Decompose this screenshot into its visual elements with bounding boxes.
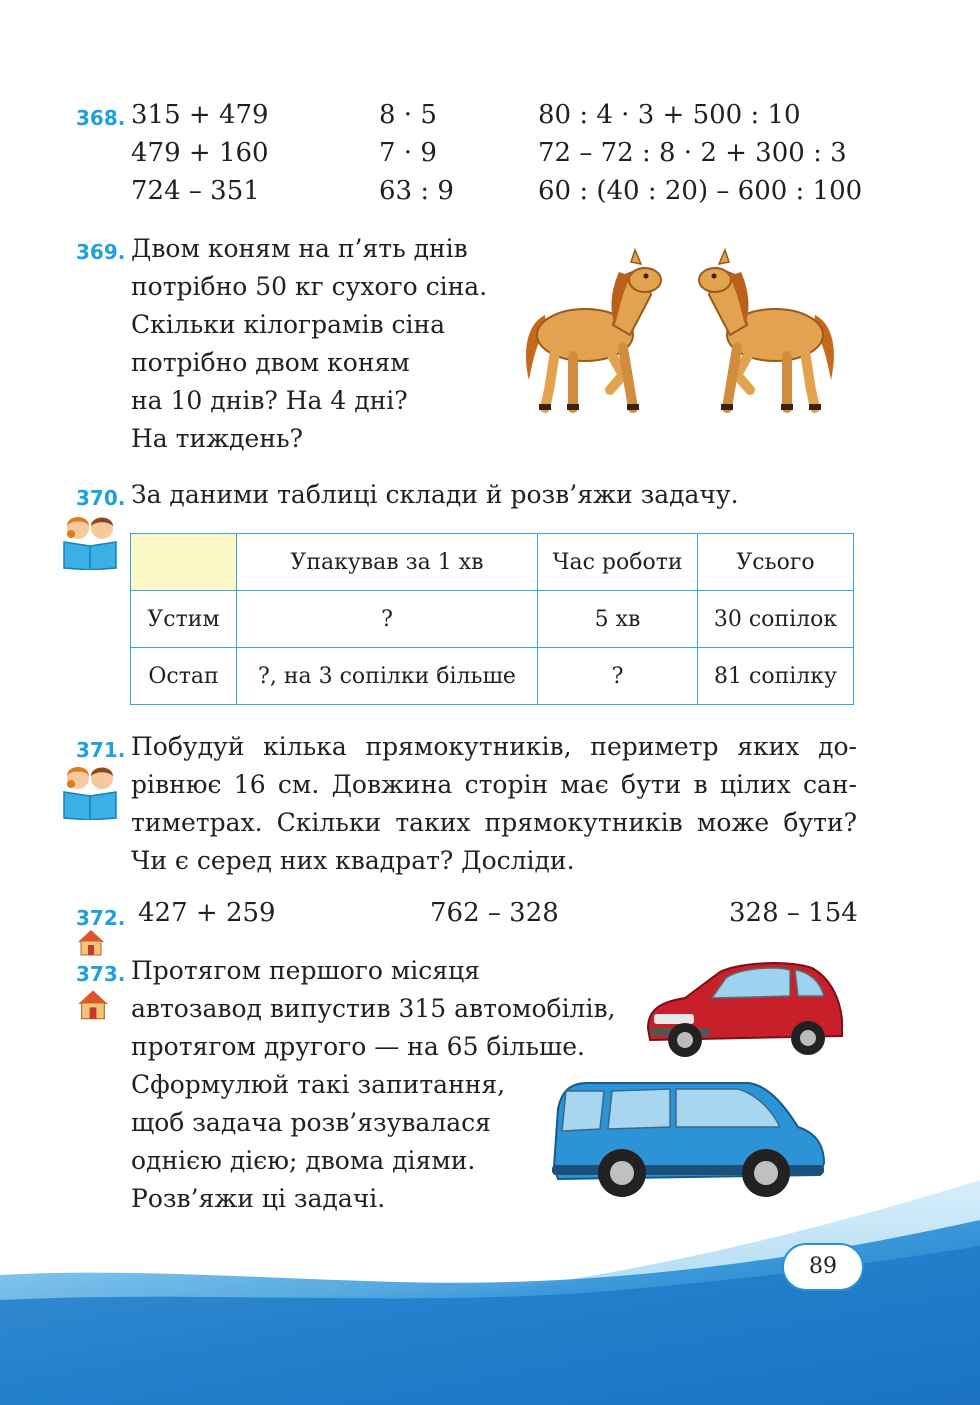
text-line: На тиждень? — [131, 424, 304, 453]
page-number: 89 — [782, 1243, 864, 1291]
text-line: на 10 днів? На 4 дні? — [131, 386, 408, 415]
exercise-number-372: 372. — [76, 906, 126, 930]
expr-368-2-1: 8 · 5 — [379, 100, 437, 130]
expr-368-2-3: 63 : 9 — [379, 176, 454, 206]
text-line: Скільки кілограмів сіна — [131, 310, 446, 339]
expr-368-3-1: 80 : 4 · 3 + 500 : 10 — [538, 100, 801, 130]
text-line: Розв’яжи ці задачі. — [131, 1184, 386, 1213]
horse-icon — [526, 250, 661, 410]
text-line: щоб задача розв’язувалася — [131, 1108, 491, 1137]
exercise-number-370: 370. — [76, 486, 126, 510]
text-line: потрібно двом коням — [131, 348, 410, 377]
kids-reading-icon — [58, 762, 122, 820]
table-header-cell: Усього — [698, 534, 854, 591]
expr-368-1-2: 479 + 160 — [131, 138, 269, 168]
text-line: Побудуй кілька прямокутників, периметр яких до- — [131, 732, 857, 761]
text-line: рівнює 16 см. Довжина сторін має бути в цілих сан- — [131, 770, 857, 799]
text-line: протягом другого — на 65 більше. — [131, 1032, 585, 1061]
house-icon — [76, 988, 110, 1020]
expr-372-2: 762 – 328 — [430, 898, 559, 928]
text-line: автозавод випустив 315 автомобілів, — [131, 994, 616, 1023]
text-line: Протягом першого місяця — [131, 956, 480, 985]
exercise-371-text — [131, 728, 857, 880]
table-header-cell: Упакував за 1 хв — [237, 534, 538, 591]
red-car-icon — [640, 958, 850, 1064]
expr-372-3: 328 – 154 — [729, 898, 858, 928]
data-table — [130, 533, 854, 705]
exercise-369-text — [131, 230, 487, 458]
table-header-row — [131, 534, 854, 591]
table-cell: 30 сопілок — [698, 591, 854, 648]
expr-372-1: 427 + 259 — [138, 898, 276, 928]
exercise-number-369: 369. — [76, 240, 126, 264]
table-row — [131, 648, 854, 705]
expr-368-3-3: 60 : (40 : 20) – 600 : 100 — [538, 176, 863, 206]
expr-368-1-1: 315 + 479 — [131, 100, 269, 130]
table-cell: Устим — [131, 591, 237, 648]
table-row — [131, 591, 854, 648]
horses-illustration — [515, 240, 845, 420]
exercise-370-text: За даними таблиці склади й розв’яжи задачу. — [131, 480, 739, 509]
expr-368-1-3: 724 – 351 — [131, 176, 260, 206]
text-line: однією дією; двома діями. — [131, 1146, 476, 1175]
table-cell: ? — [237, 591, 538, 648]
expr-368-2-2: 7 · 9 — [379, 138, 437, 168]
table-cell: ? — [538, 648, 698, 705]
table-header-cell: Час роботи — [538, 534, 698, 591]
horse-icon — [699, 250, 834, 410]
exercise-number-368: 368. — [76, 106, 126, 130]
house-icon — [76, 928, 106, 956]
exercise-number-371: 371. — [76, 738, 126, 762]
table-cell: 5 хв — [538, 591, 698, 648]
table-cell: Остап — [131, 648, 237, 705]
expr-368-3-2: 72 – 72 : 8 · 2 + 300 : 3 — [538, 138, 847, 168]
text-line: Двом коням на п’ять днів — [131, 234, 468, 263]
table-corner-cell — [131, 534, 237, 591]
table-cell: ?, на 3 сопілки більше — [237, 648, 538, 705]
text-line: потрібно 50 кг сухого сіна. — [131, 272, 488, 301]
text-line: тиметрах. Скільки таких прямокутників може бути? — [131, 808, 857, 837]
text-line: Чи є серед них квадрат? Досліди. — [131, 846, 575, 875]
kids-reading-icon — [58, 512, 122, 570]
exercise-number-373: 373. — [76, 962, 126, 986]
table-cell: 81 сопілку — [698, 648, 854, 705]
text-line: Сформулюй такі запитання, — [131, 1070, 506, 1099]
